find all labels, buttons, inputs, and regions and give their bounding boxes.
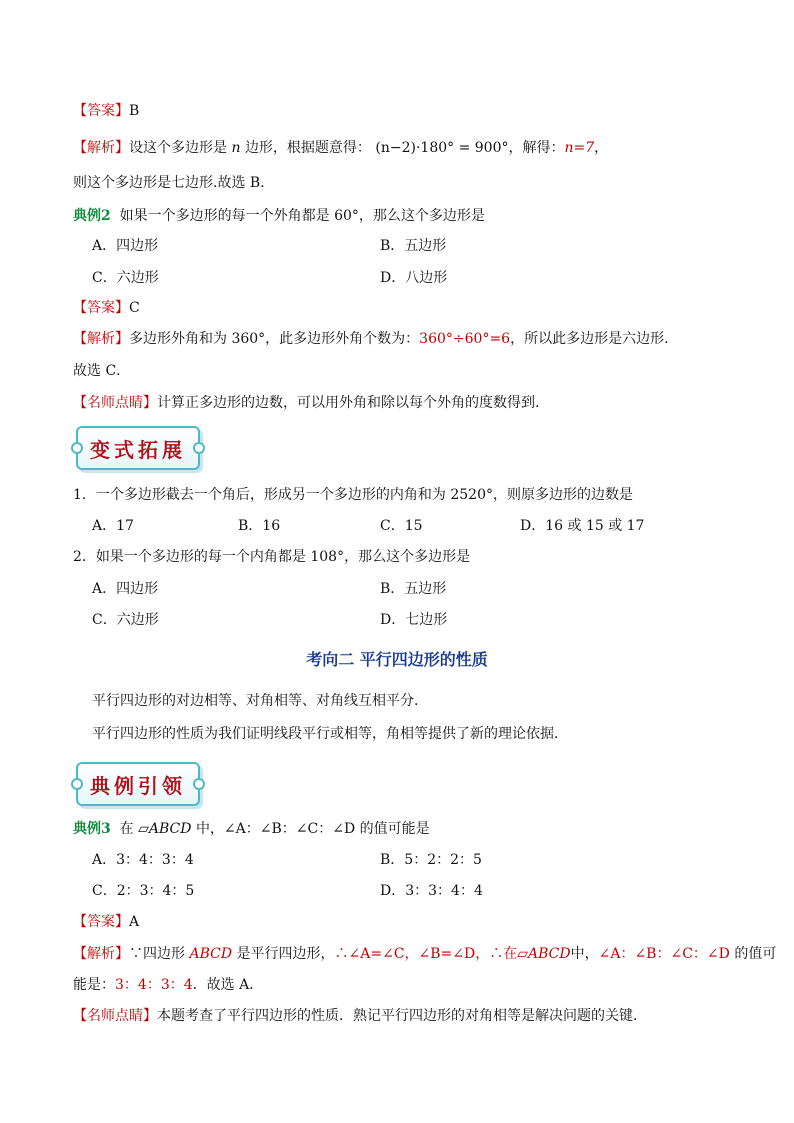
option-c: C．2：3：4：5 — [92, 883, 195, 899]
option-a: A．四边形 — [92, 581, 159, 597]
analysis-text: 能是： — [73, 977, 115, 993]
section-badge-examples: 典例引领 — [76, 762, 200, 806]
analysis-text: ∴∠A=∠C，∠B=∠D，∴在 — [334, 946, 518, 962]
ratio-value: 3：4：3：4 — [115, 977, 193, 993]
tip-line — [73, 393, 539, 413]
example-2-question — [73, 206, 485, 226]
example-tag: 典例2 — [73, 208, 111, 224]
analysis-text: ∵四边形 — [129, 946, 190, 962]
answer-line — [73, 101, 139, 121]
shape-name: ▱ABCD — [138, 821, 192, 837]
ratio-expression: ∠A：∠B：∠C：∠D — [598, 946, 730, 962]
analysis-line-1 — [73, 944, 776, 964]
answer-value: C — [129, 300, 140, 316]
tip-text: 本题考查了平行四边形的性质．熟记平行四边形的对角相等是解决问题的关键． — [157, 1008, 647, 1024]
option-c: C．15 — [380, 518, 423, 534]
option-d: D．七边形 — [380, 612, 448, 628]
question-text: 如果一个多边形的每一个外角都是 60°，那么这个多边形是 — [119, 208, 485, 224]
analysis-text: ，所以此多边形是六边形. — [510, 331, 669, 347]
section-title: 考向二 平行四边形的性质 — [306, 650, 488, 669]
answer-line — [73, 298, 140, 318]
answer-value: A — [129, 914, 140, 930]
option-d: D．3：3：4：4 — [380, 883, 483, 899]
paragraph: 平行四边形的性质为我们证明线段平行或相等，角相等提供了新的理论依据． — [92, 726, 568, 742]
tip-tag: 【名师点睛】 — [73, 1008, 157, 1024]
solution: n=7 — [564, 140, 595, 156]
answer-tag: 【答案】 — [73, 914, 129, 930]
tip-text: 计算正多边形的边数，可以用外角和除以每个外角的度数得到. — [157, 395, 540, 411]
analysis-line-2 — [73, 975, 263, 995]
answer-tag: 【答案】 — [73, 300, 129, 316]
option-b: B．5：2：2：5 — [380, 852, 482, 868]
analysis-text: 中， — [570, 946, 599, 962]
analysis-text: 是平行四边形， — [232, 946, 335, 962]
analysis-line-1 — [73, 138, 608, 158]
conclusion: 故选 C． — [73, 363, 131, 379]
shape-name: ABCD — [189, 946, 233, 962]
option-d: D．16 或 15 或 17 — [520, 518, 645, 534]
answer-value: B — [129, 103, 140, 119]
option-b: B．五边形 — [380, 238, 447, 254]
analysis-text: 边形，根据题意得： — [244, 140, 371, 156]
option-c: C．六边形 — [92, 612, 159, 628]
tip-line — [73, 1006, 647, 1026]
option-b: B．五边形 — [380, 581, 447, 597]
analysis-tag: 【解析】 — [73, 331, 129, 347]
section-badge-variants: 变式拓展 — [76, 426, 200, 470]
option-b: B．16 — [238, 518, 281, 534]
analysis-tag: 【解析】 — [73, 946, 129, 962]
variable-n: n — [231, 140, 241, 156]
analysis-text: ，解得： — [508, 140, 565, 156]
option-c: C．六边形 — [92, 270, 159, 286]
option-a: A．17 — [92, 518, 134, 534]
shape-name: ▱ABCD — [517, 946, 571, 962]
analysis-text: 多边形外角和为 360°，此多边形外角个数为： — [129, 331, 420, 347]
question-text: 在 — [119, 821, 134, 837]
variant-2-question: 2．如果一个多边形的每一个内角都是 108°，那么这个多边形是 — [73, 549, 471, 565]
analysis-text: ， — [594, 140, 609, 156]
answer-line — [73, 912, 139, 932]
option-a: A．3：4：3：4 — [92, 852, 194, 868]
option-a: A．四边形 — [92, 238, 159, 254]
tip-tag: 【名师点睛】 — [73, 395, 157, 411]
question-text: 中，∠A：∠B：∠C：∠D 的值可能是 — [195, 821, 430, 837]
analysis-tag: 【解析】 — [73, 140, 129, 156]
analysis-line — [73, 329, 669, 349]
calculation: 360°÷60°=6 — [419, 331, 511, 347]
option-d: D．八边形 — [380, 270, 448, 286]
formula: (n−2)·180° = 900° — [375, 140, 509, 156]
analysis-line-2: 则这个多边形是七边形.故选 B． — [73, 175, 275, 191]
example-3-question — [73, 819, 430, 839]
analysis-text: ．故选 A． — [192, 977, 264, 993]
variant-1-question: 1．一个多边形截去一个角后，形成另一个多边形的内角和为 2520°，则原多边形的边数是 — [73, 487, 633, 503]
example-tag: 典例3 — [73, 821, 111, 837]
paragraph: 平行四边形的对边相等、对角相等、对角线互相平分. — [92, 693, 419, 709]
answer-tag: 【答案】 — [73, 103, 129, 119]
analysis-text: 的值可 — [729, 946, 777, 962]
analysis-text: 设这个多边形是 — [129, 140, 227, 156]
